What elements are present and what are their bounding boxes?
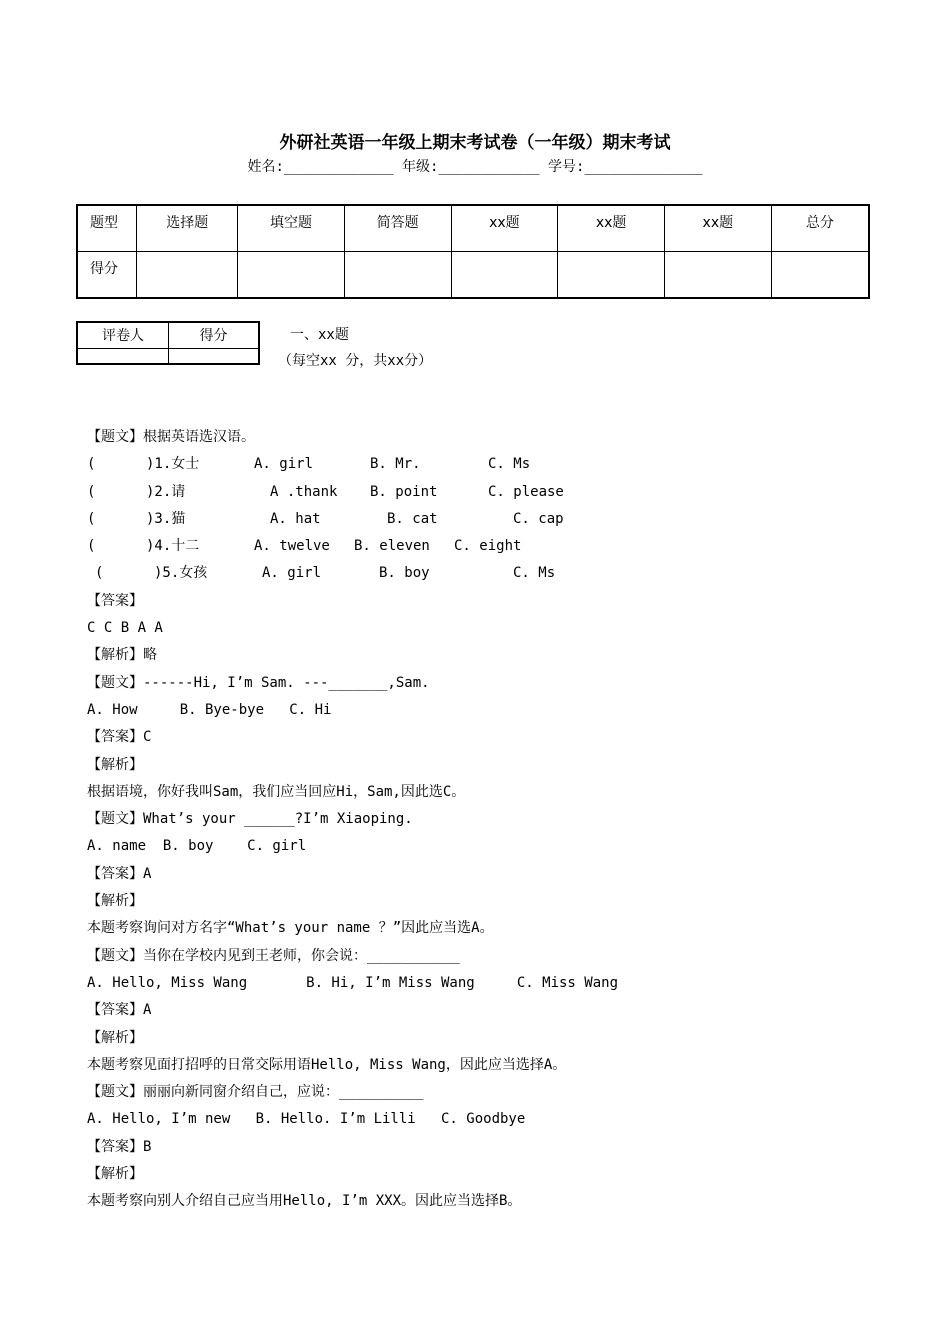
name-label: 姓名: bbox=[247, 159, 284, 175]
q1-item-5 bbox=[87, 560, 927, 587]
q1-item-1 bbox=[87, 451, 927, 478]
q3-prompt: 【题文】What’s your ______?I’m Xiaoping. bbox=[87, 811, 413, 828]
score-row-label: 得分 bbox=[77, 252, 137, 299]
option-c: C. please bbox=[488, 483, 564, 500]
option-b: B. cat bbox=[387, 510, 438, 527]
q3-analysis: 本题考察询问对方名字“What’s your name ？”因此应当选A。 bbox=[87, 920, 494, 937]
q4-analysis-label: 【解析】 bbox=[87, 1029, 143, 1046]
grade-blank: ____________ bbox=[438, 159, 540, 175]
item-number: ( )1.女士 bbox=[87, 456, 200, 473]
q5-answer: 【答案】B bbox=[87, 1138, 152, 1155]
q2-options: A. How B. Bye-bye C. Hi bbox=[87, 701, 332, 718]
option-b: B. boy bbox=[379, 565, 430, 582]
q2-prompt: 【题文】------Hi, I’m Sam. ---_______,Sam. bbox=[87, 674, 430, 691]
grader-table bbox=[76, 321, 260, 365]
question-content bbox=[87, 424, 927, 1216]
option-b: B. point bbox=[370, 483, 438, 500]
item-number: ( )3.猫 bbox=[87, 510, 186, 527]
q4-analysis: 本题考察见面打招呼的日常交际用语Hello, Miss Wang，因此应当选择A。 bbox=[87, 1056, 567, 1073]
score-table-header-row bbox=[77, 205, 869, 252]
grader-score-label: 得分 bbox=[169, 322, 260, 348]
number-blank: ______________ bbox=[584, 159, 703, 175]
grader-cell bbox=[77, 348, 169, 364]
score-header-cell: 填空题 bbox=[238, 205, 345, 252]
item-number: ( )4.十二 bbox=[87, 538, 200, 555]
grader-label: 评卷人 bbox=[77, 322, 169, 348]
q4-options: A. Hello, Miss Wang B. Hi, I’m Miss Wang C. Miss Wang bbox=[87, 974, 619, 991]
option-a: A .thank bbox=[270, 483, 338, 500]
option-a: A. girl bbox=[262, 565, 322, 582]
q2-analysis: 根据语境，你好我叫Sam，我们应当回应Hi，Sam,因此选C。 bbox=[87, 783, 466, 800]
q1-answer-label: 【答案】 bbox=[87, 592, 143, 609]
score-cell bbox=[451, 252, 558, 299]
score-table bbox=[76, 204, 870, 299]
option-c: C. eight bbox=[454, 538, 522, 555]
item-number: ( )2.请 bbox=[87, 483, 186, 500]
score-cell bbox=[771, 252, 869, 299]
option-b: B. eleven bbox=[354, 538, 430, 555]
score-table-score-row bbox=[77, 252, 869, 299]
score-header-cell: xx题 bbox=[451, 205, 558, 252]
q3-answer: 【答案】A bbox=[87, 865, 152, 882]
item-number: ( )5.女孩 bbox=[95, 565, 208, 582]
score-header-cell: 选择题 bbox=[137, 205, 238, 252]
q5-options: A. Hello, I’m new B. Hello. I’m Lilli C. Goodbye bbox=[87, 1111, 526, 1128]
option-a: A. twelve bbox=[254, 538, 330, 555]
option-c: C. cap bbox=[513, 510, 564, 527]
q1-item-4 bbox=[87, 533, 927, 560]
section-title: 一、xx题 bbox=[290, 327, 349, 343]
q4-answer: 【答案】A bbox=[87, 1002, 152, 1019]
q1-item-3 bbox=[87, 506, 927, 533]
section-note: （每空xx 分，共xx分） bbox=[278, 353, 433, 369]
q2-answer: 【答案】C bbox=[87, 729, 152, 746]
q1-item-2 bbox=[87, 479, 927, 506]
score-header-cell: 简答题 bbox=[344, 205, 451, 252]
name-blank: _____________ bbox=[283, 159, 394, 175]
option-b: B. Mr. bbox=[370, 456, 421, 473]
grader-score-cell bbox=[169, 348, 260, 364]
grade-label: 年级: bbox=[401, 159, 439, 175]
score-cell bbox=[558, 252, 665, 299]
q3-analysis-label: 【解析】 bbox=[87, 893, 143, 910]
score-cell bbox=[344, 252, 451, 299]
student-info-line bbox=[0, 156, 950, 176]
score-header-cell: 总分 bbox=[771, 205, 869, 252]
q3-options: A. name B. boy C. girl bbox=[87, 838, 307, 855]
q1-answer: C C B A A bbox=[87, 620, 163, 637]
score-cell bbox=[664, 252, 771, 299]
number-label: 学号: bbox=[548, 159, 585, 175]
page-title: 外研社英语一年级上期末考试卷（一年级）期末考试 bbox=[279, 133, 671, 153]
option-c: C. Ms bbox=[513, 565, 556, 582]
option-c: C. Ms bbox=[488, 456, 531, 473]
q4-prompt: 【题文】当你在学校内见到王老师，你会说：___________ bbox=[87, 947, 460, 964]
q1-analysis: 【解析】略 bbox=[87, 647, 157, 664]
q1-prompt: 【题文】根据英语选汉语。 bbox=[87, 429, 255, 445]
option-a: A. girl bbox=[254, 456, 314, 473]
score-cell bbox=[238, 252, 345, 299]
option-a: A. hat bbox=[270, 510, 321, 527]
q5-analysis-label: 【解析】 bbox=[87, 1166, 143, 1183]
score-header-cell: 题型 bbox=[77, 205, 137, 252]
score-header-cell: xx题 bbox=[664, 205, 771, 252]
score-header-cell: xx题 bbox=[558, 205, 665, 252]
q5-prompt: 【题文】丽丽向新同窗介绍自己，应说：__________ bbox=[87, 1084, 424, 1101]
score-cell bbox=[137, 252, 238, 299]
q2-analysis-label: 【解析】 bbox=[87, 756, 143, 773]
q5-analysis: 本题考察向别人介绍自己应当用Hello, I’m XXX。因此应当选择B。 bbox=[87, 1193, 522, 1210]
